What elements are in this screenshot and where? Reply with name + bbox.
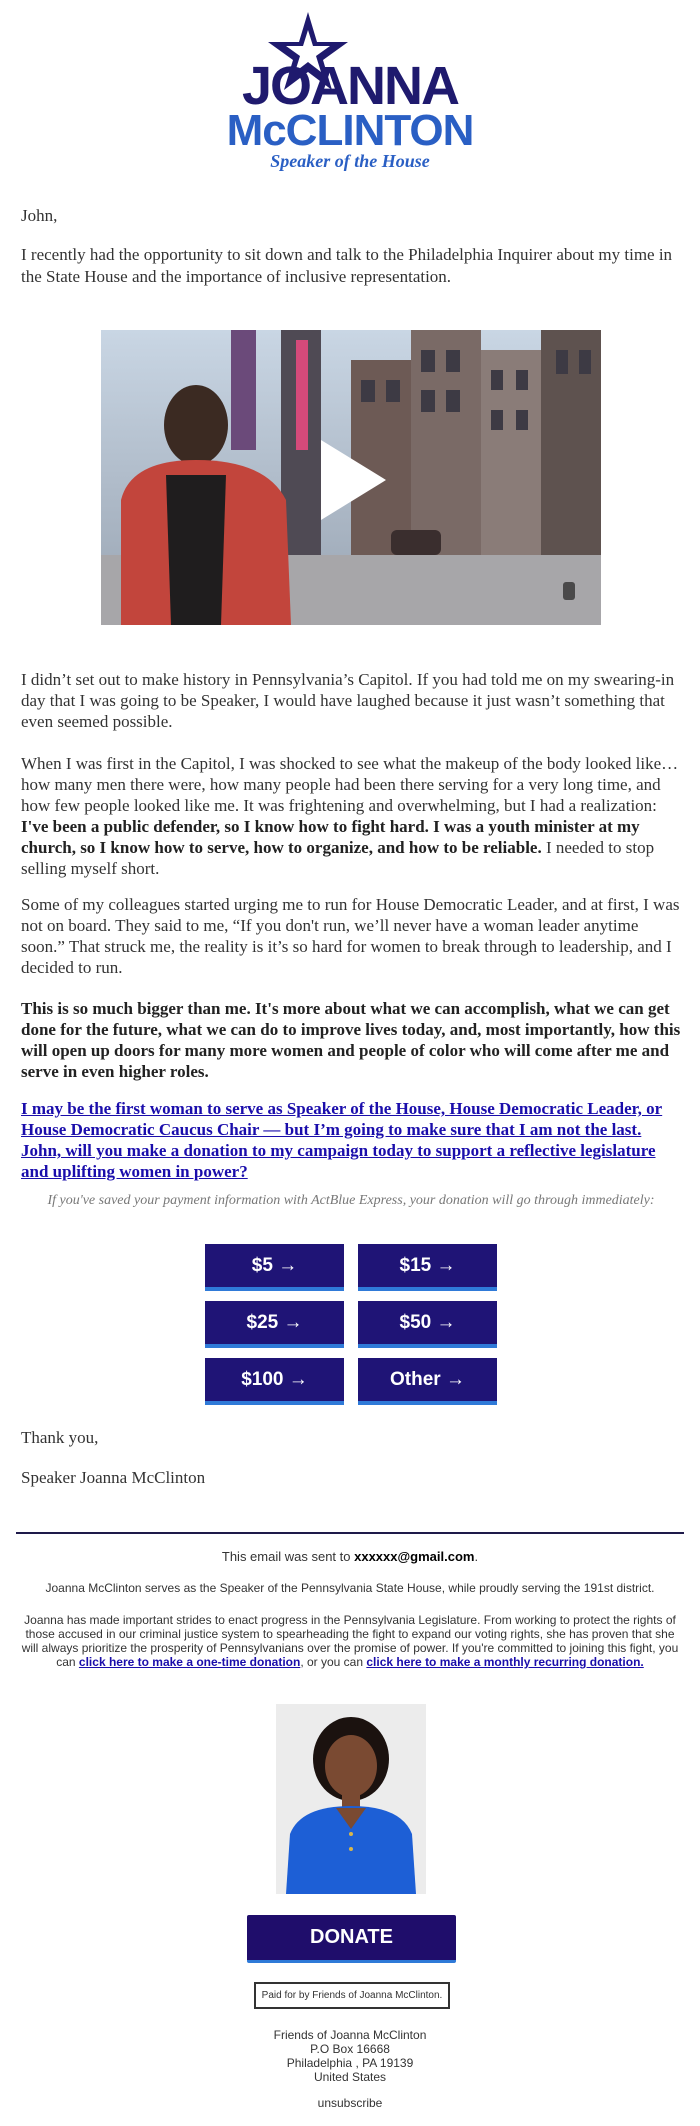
paid-for-disclaimer: Paid for by Friends of Joanna McClinton.: [254, 1982, 450, 2009]
intro-paragraph: I recently had the opportunity to sit down and talk to the Philadelphia Inquirer about my time in the State House and the importance of inclusive representation.: [21, 245, 673, 286]
paragraph-capitol-bold: I've been a public defender, so I know how to fight hard. I was a youth minister at my church, so I know how to serve, how to organize, and how to be reliable.: [21, 817, 640, 857]
paragraph-history: I didn’t set out to make history in Pennsylvania’s Capitol. If you had told me on my swearing-in day that I was going to be Speaker, I would have laughed because it just wasn’t something that even seemed possible.: [21, 670, 675, 731]
paragraph-capitol-text-b: I needed to stop selling myself short.: [21, 838, 655, 878]
footer-divider: [16, 1532, 684, 1534]
campaign-logo: [0, 12, 700, 172]
address-line: Friends of Joanna McClinton: [273, 2028, 427, 2042]
progress-text-mid: , or you can: [300, 1655, 367, 1669]
sent-to-line: [20, 1550, 680, 1564]
donate-50-button[interactable]: $50 →: [358, 1301, 497, 1348]
sent-to-prefix: This email was sent to: [221, 1549, 355, 1564]
candidate-portrait: [276, 1704, 426, 1894]
donate-15-button[interactable]: $15 →: [358, 1244, 497, 1291]
recipient-email: xxxxxx@gmail.com: [354, 1549, 475, 1564]
donation-ask: [21, 1098, 685, 1182]
paragraph-bigger: This is so much bigger than me. It's more about what we can accomplish, what we can get done for the future, what we can do to improve lives today, and, most importantly, how this will open up doors for many more women and people of color who will come after me and serve in even higher roles.: [21, 999, 681, 1081]
paragraph-capitol-text-a: When I was first in the Capitol, I was shocked to see what the makeup of the body looked like… how many men there were, how many people had been there serving for a very long time, and how few people looked like me. It was frightening and overwhelming, but I had a realization:: [21, 754, 679, 815]
logo-name-line1: JOANNA: [241, 56, 459, 116]
address-line: Philadelphia , PA 19139: [286, 2056, 414, 2070]
donate-5-button[interactable]: $5 →: [205, 1244, 344, 1291]
closing: Thank you,: [21, 1428, 99, 1447]
mailing-address: [150, 2028, 550, 2084]
address-line: P.O Box 16668: [310, 2042, 390, 2056]
donate-100-button[interactable]: $100 →: [205, 1358, 344, 1405]
logo-tagline: Speaker of the House: [270, 151, 430, 171]
monthly-donation-link[interactable]: click here to make a monthly recurring donation.: [366, 1655, 644, 1669]
paragraph-colleagues: Some of my colleagues started urging me to run for House Democratic Leader, and at first, I was not on board. They said to me, “If you don't run, we’ll never have a woman leader anytime soon.” That struck me, the reality is it’s so hard for women to break through to leadership, and I decided to run.: [21, 895, 680, 977]
video-thumbnail[interactable]: [101, 330, 601, 625]
progress-text: [20, 1613, 680, 1669]
sent-to-suffix: .: [474, 1549, 479, 1564]
donation-ask-link[interactable]: I may be the first woman to serve as Speaker of the House, House Democratic Leader, or House Democratic Caucus Chair — but I’m going to make sure that I am not the last. John, will you make a donation to my campaign today to support a reflective legislature and uplifting women in power?: [21, 1099, 663, 1181]
address-line: United States: [313, 2070, 387, 2084]
donate-other-button[interactable]: Other →: [358, 1358, 497, 1405]
progress-text-body: Joanna has made important strides to enact progress in the Pennsylvania Legislature. From working to protect the rights of those accused in our criminal justice system to spearheading the fight to expand our voting rights, she has proven that she will always prioritize the prosperity of Pennsylvanians over the promise of power. If you're committed to joining this fight, you can: [21, 1613, 679, 1669]
logo-name-line2: McCLINTON: [226, 106, 474, 155]
one-time-donation-link[interactable]: click here to make a one-time donation: [78, 1655, 301, 1669]
signature: Speaker Joanna McClinton: [21, 1468, 206, 1487]
about-text: Joanna McClinton serves as the Speaker of the Pennsylvania State House, while proudly serving the 191st district.: [45, 1581, 655, 1595]
donate-25-button[interactable]: $25 →: [205, 1301, 344, 1348]
greeting: John,: [21, 206, 58, 225]
actblue-note: If you've saved your payment information with ActBlue Express, your donation will go through immediately:: [47, 1193, 655, 1208]
paragraph-capitol: [21, 753, 685, 879]
donate-button[interactable]: DONATE: [247, 1915, 456, 1963]
unsubscribe-link[interactable]: unsubscribe: [317, 2096, 383, 2110]
